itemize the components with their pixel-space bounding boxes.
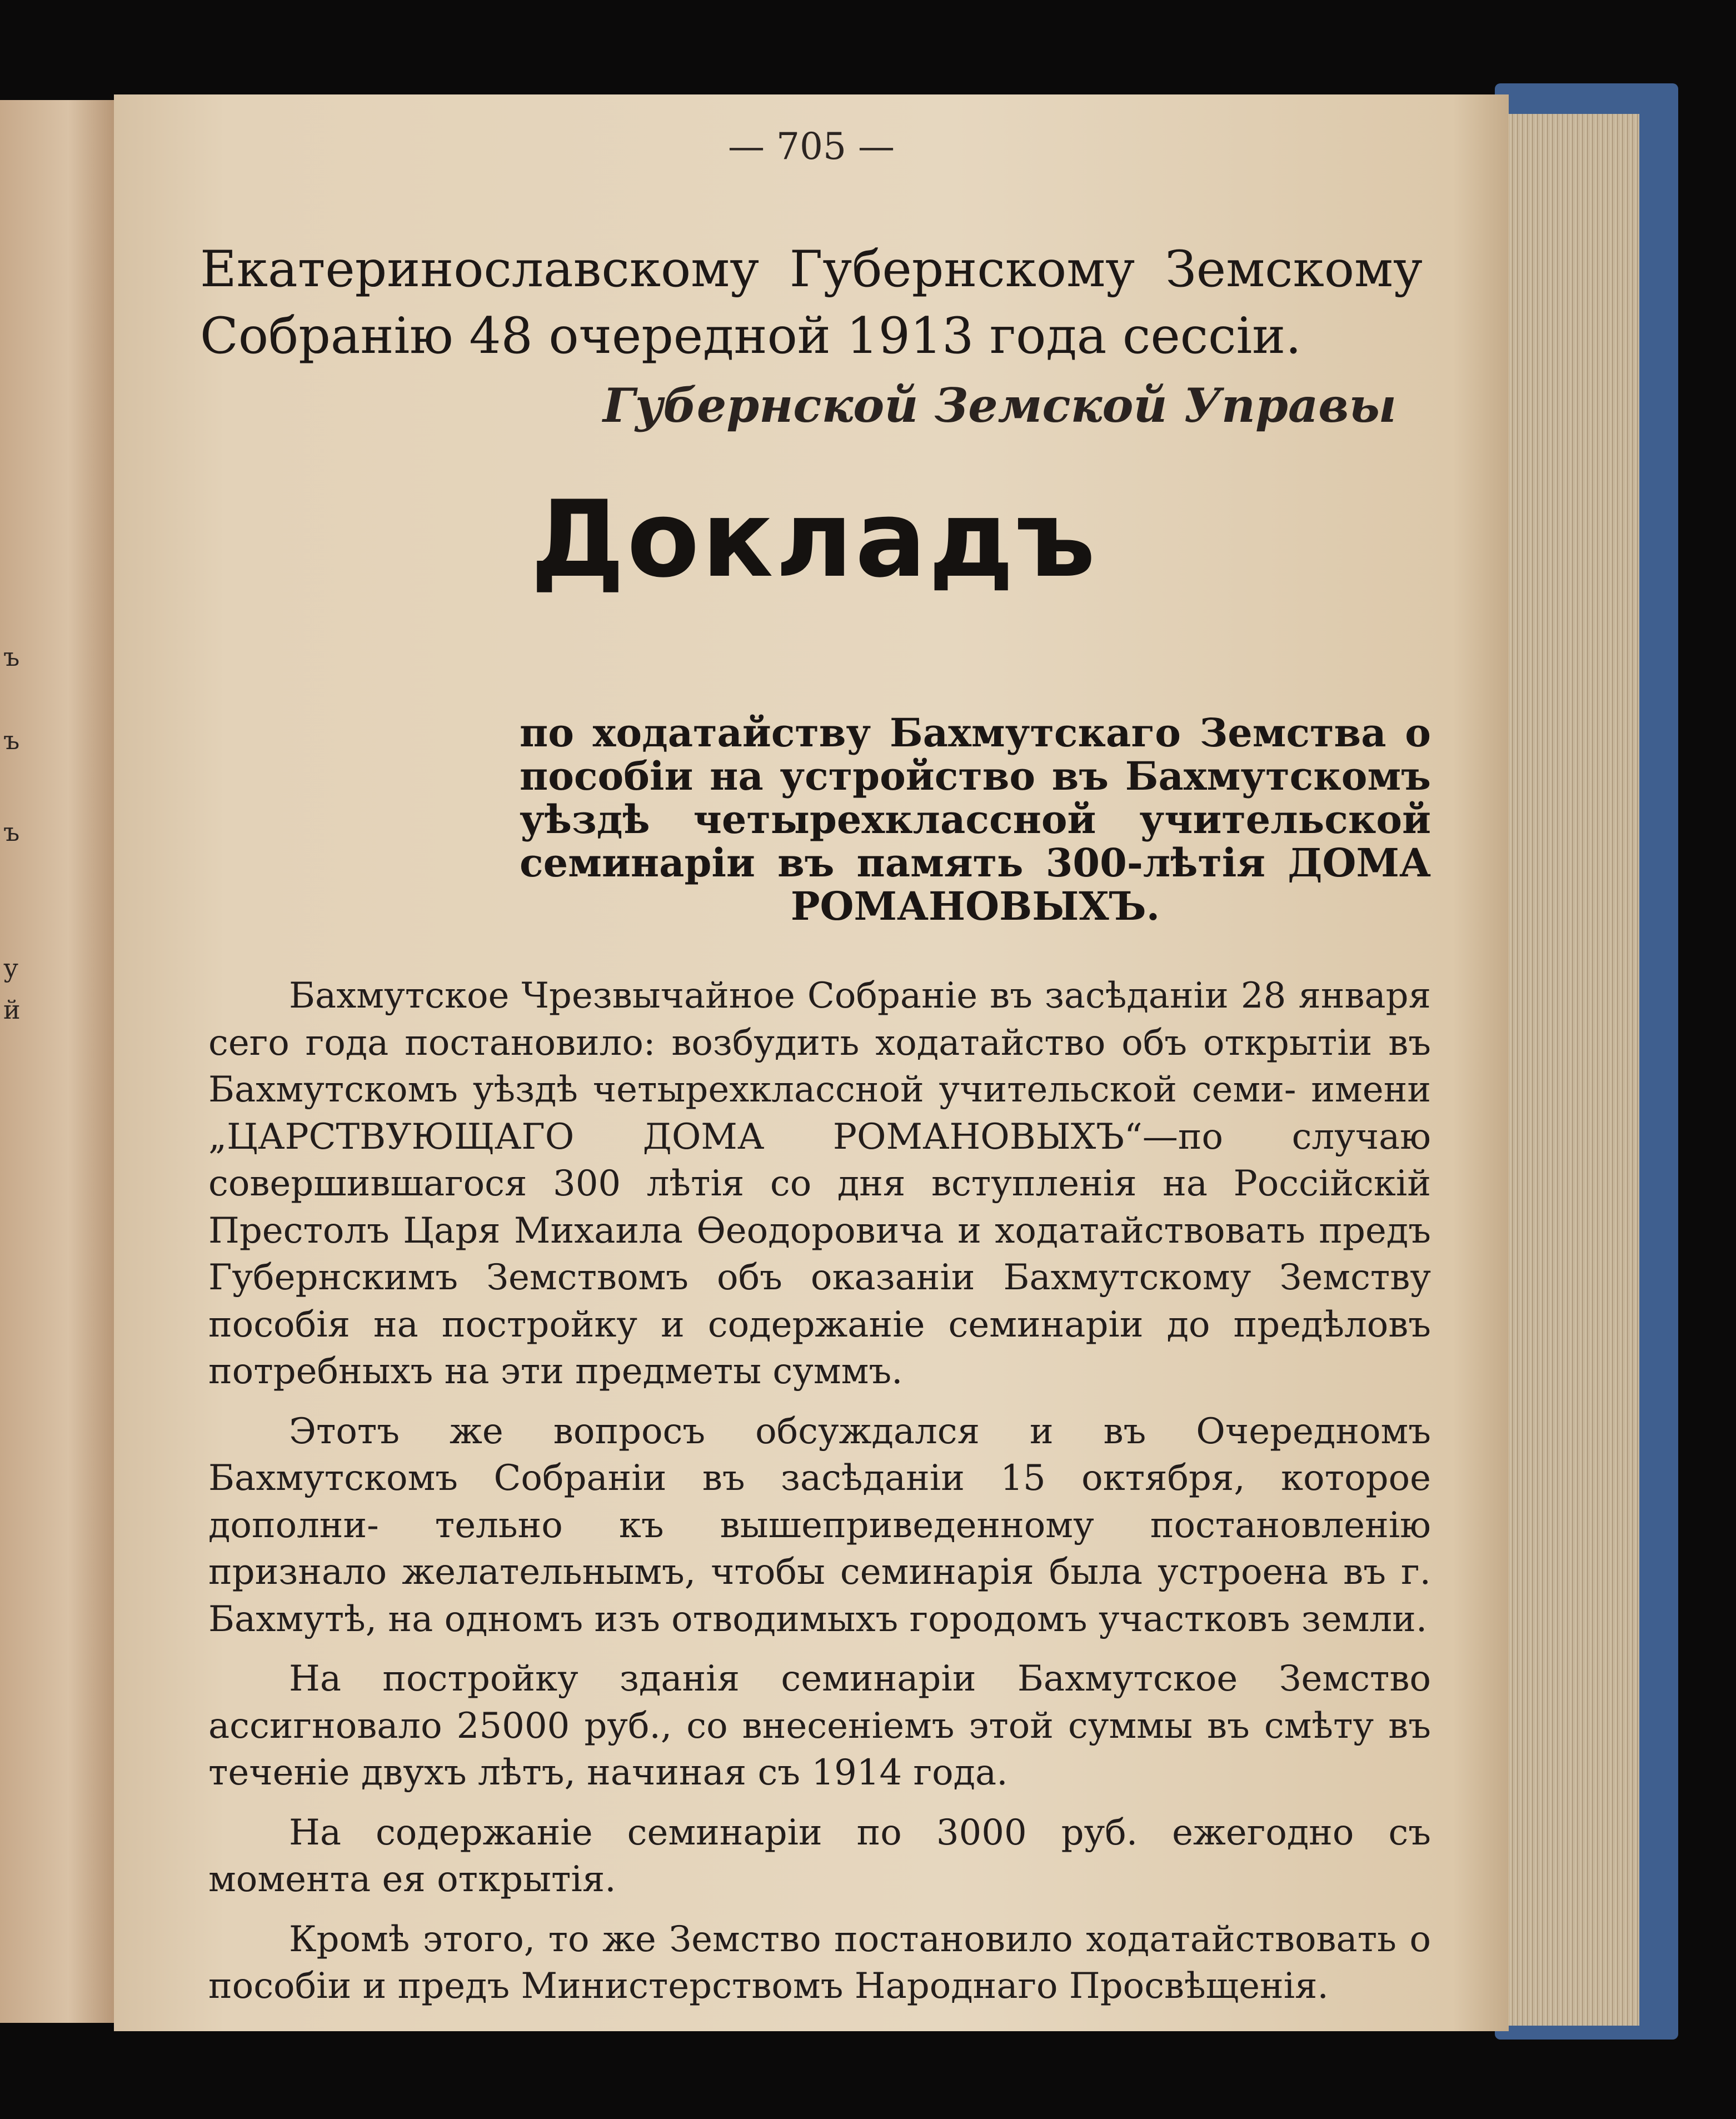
previous-page-fragment: й	[3, 995, 21, 1025]
body-paragraph: На содержаніе семинаріи по 3000 руб. ежегодно съ момента ея открытія.	[208, 1812, 1431, 1900]
addressee-heading: Екатеринославскому Губернскому Земскому Собранію 48 очередной 1913 года сессіи.	[200, 240, 1423, 365]
document-page	[114, 94, 1509, 2031]
previous-page-fragment: ъ	[3, 725, 20, 755]
body-paragraph: Этотъ же вопросъ обсуждался и въ Очередномъ Бахмутскомъ Собраніи въ засѣданіи 15 октября, которое дополни- тельно къ вышеприведенному постановленію признало желательнымъ, чтобы семинарія была устроена въ г. Бахмутѣ, на одномъ изъ отводимыхъ городомъ участковъ земли.	[208, 1410, 1431, 1640]
page-edges	[1489, 114, 1639, 2026]
body-paragraph: Бахмутское Чрезвычайное Собраніе въ засѣданіи 28 января сего года постановило: возбудить ходатайство объ открытіи въ Бахмутскомъ уѣздѣ четырехклассной учительской семи- имени „ЦАРСТВУЮЩАГО ДОМА РОМАНОВЫХЪ“—по случаю совершившагося 300 лѣтія со дня вступленія на Россійскій Престолъ Царя Михаила Ѳеодоровича и ходатайствовать предъ Губернскимъ Земствомъ объ оказаніи Бахмутскому Земству пособія на постройку и содержаніе семинаріи до предѣловъ потребныхъ на эти предметы суммъ.	[208, 975, 1431, 1392]
issuing-authority: Губернской Земской Управы	[603, 378, 1396, 433]
previous-page-fragment: ъ	[3, 817, 20, 847]
body-paragraph: На постройку зданія семинаріи Бахмутское Земство ассигновало 25000 руб., со внесеніемъ этой суммы въ смѣту въ теченіе двухъ лѣтъ, начиная съ 1914 года.	[208, 1658, 1431, 1793]
previous-page-fragment: ъ	[3, 642, 20, 672]
page-number: — 705 —	[728, 125, 895, 168]
document-title: Докладъ	[530, 478, 1098, 601]
body-paragraph: Кромѣ этого, то же Земство постановило ходатайствовать о пособіи и предъ Министерствомъ Народнаго Просвѣщенія.	[208, 1918, 1431, 2007]
previous-page-fragment: у	[3, 953, 19, 983]
report-subject: по ходатайству Бахмутскаго Земства о пособіи на устройство въ Бахмутскомъ уѣздѣ четырехклассной учительской семинаріи въ память 300-лѣтія ДОМА РОМАНОВЫХЪ.	[520, 710, 1431, 929]
report-body	[208, 973, 1431, 2023]
previous-page-edge	[0, 100, 118, 2023]
